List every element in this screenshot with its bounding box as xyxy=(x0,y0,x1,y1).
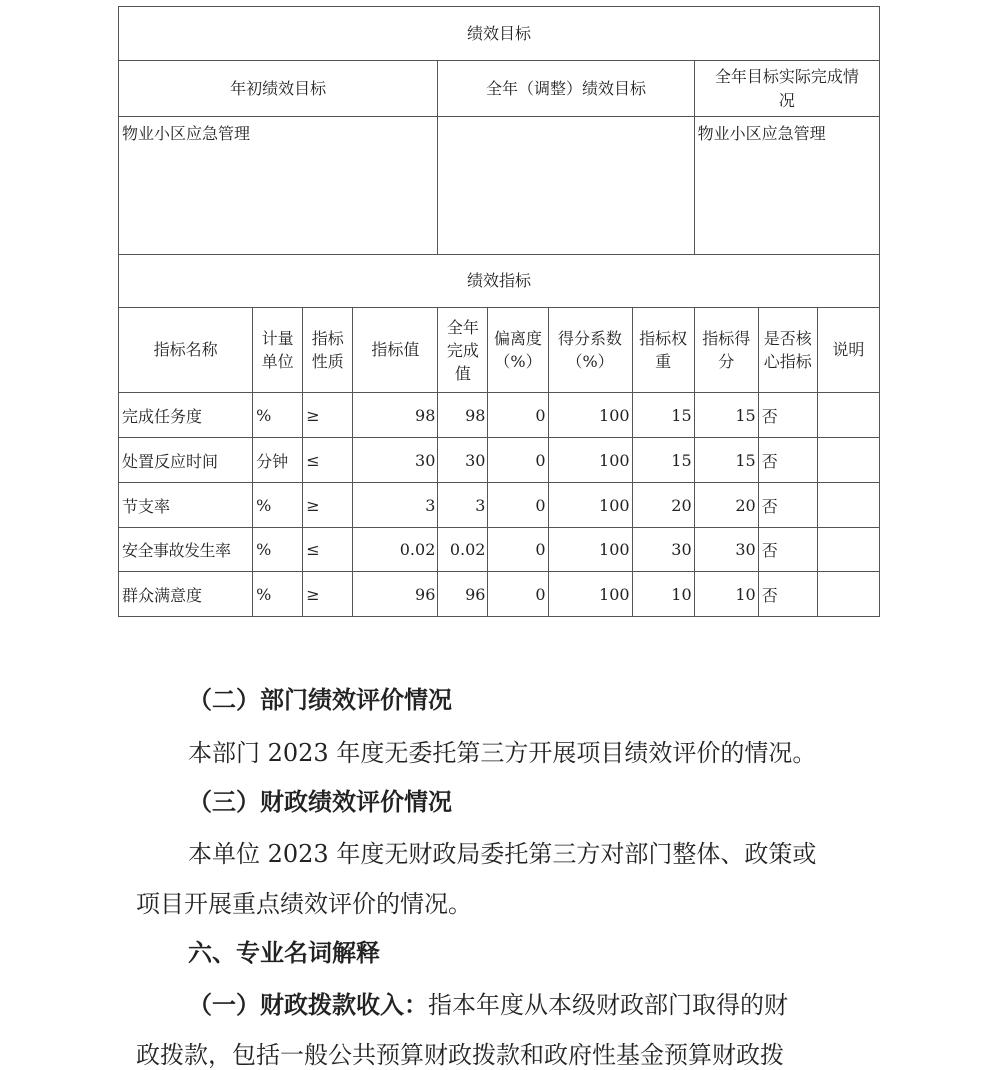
table-row xyxy=(119,438,880,483)
cell-coef: 100 xyxy=(548,483,632,528)
cell-deviation: 0 xyxy=(488,572,548,617)
definition-text: 指本年度从本级财政部门取得的财 xyxy=(428,991,788,1019)
col-score-coef: 得分系数（%） xyxy=(548,308,632,393)
cell-core: 否 xyxy=(758,483,817,528)
col-weight: 指标权重 xyxy=(632,308,694,393)
performance-table xyxy=(118,6,880,617)
paragraph-finance-line1: 本单位 2023 年度无财政局委托第三方对部门整体、政策或 xyxy=(188,840,817,868)
cell-nature: ≥ xyxy=(303,393,353,438)
heading-terms: 六、专业名词解释 xyxy=(188,939,380,967)
goal-col-actual: 全年目标实际完成情况 xyxy=(694,61,879,117)
cell-target: 0.02 xyxy=(353,528,438,572)
col-unit: 计量单位 xyxy=(253,308,303,393)
cell-nature: ≤ xyxy=(303,438,353,483)
table-row xyxy=(119,572,880,617)
cell-target: 98 xyxy=(353,393,438,438)
cell-score: 20 xyxy=(694,483,758,528)
cell-deviation: 0 xyxy=(488,393,548,438)
col-nature: 指标性质 xyxy=(303,308,353,393)
cell-target: 3 xyxy=(353,483,438,528)
cell-actual: 0.02 xyxy=(438,528,488,572)
col-target-value: 指标值 xyxy=(353,308,438,393)
cell-name: 节支率 xyxy=(119,483,253,528)
goal-col-adjusted: 全年（调整）绩效目标 xyxy=(438,61,694,117)
cell-nature: ≤ xyxy=(303,528,353,572)
cell-nature: ≥ xyxy=(303,572,353,617)
cell-actual: 3 xyxy=(438,483,488,528)
cell-score: 15 xyxy=(694,393,758,438)
cell-actual: 96 xyxy=(438,572,488,617)
paragraph-definition-line2: 政拨款，包括一般公共预算财政拨款和政府性基金预算财政拨 xyxy=(136,1041,784,1069)
col-score: 指标得分 xyxy=(694,308,758,393)
table-row xyxy=(119,483,880,528)
cell-nature: ≥ xyxy=(303,483,353,528)
cell-unit: % xyxy=(253,572,303,617)
col-note: 说明 xyxy=(817,308,879,393)
cell-core: 否 xyxy=(758,528,817,572)
cell-note xyxy=(817,393,879,438)
cell-actual: 98 xyxy=(438,393,488,438)
goal-value-adjusted xyxy=(438,117,694,255)
cell-coef: 100 xyxy=(548,528,632,572)
cell-coef: 100 xyxy=(548,393,632,438)
paragraph-finance-line2: 项目开展重点绩效评价的情况。 xyxy=(136,890,472,918)
cell-weight: 10 xyxy=(632,572,694,617)
cell-name: 完成任务度 xyxy=(119,393,253,438)
paragraph-dept-evaluation: 本部门 2023 年度无委托第三方开展项目绩效评价的情况。 xyxy=(188,739,817,767)
heading-finance-evaluation: （三）财政绩效评价情况 xyxy=(188,788,452,816)
cell-note xyxy=(817,528,879,572)
cell-target: 30 xyxy=(353,438,438,483)
cell-coef: 100 xyxy=(548,572,632,617)
cell-unit: % xyxy=(253,483,303,528)
cell-score: 30 xyxy=(694,528,758,572)
cell-name: 安全事故发生率 xyxy=(119,528,253,572)
cell-target: 96 xyxy=(353,572,438,617)
cell-weight: 15 xyxy=(632,393,694,438)
cell-actual: 30 xyxy=(438,438,488,483)
goal-section-header: 绩效目标 xyxy=(119,7,880,61)
col-deviation: 偏离度（%） xyxy=(488,308,548,393)
cell-weight: 30 xyxy=(632,528,694,572)
definition-label: （一）财政拨款收入： xyxy=(188,991,428,1019)
heading-dept-evaluation: （二）部门绩效评价情况 xyxy=(188,686,452,714)
goal-col-initial: 年初绩效目标 xyxy=(119,61,438,117)
col-indicator-name: 指标名称 xyxy=(119,308,253,393)
col-is-core: 是否核心指标 xyxy=(758,308,817,393)
cell-score: 15 xyxy=(694,438,758,483)
cell-name: 群众满意度 xyxy=(119,572,253,617)
cell-deviation: 0 xyxy=(488,528,548,572)
cell-coef: 100 xyxy=(548,438,632,483)
cell-note xyxy=(817,572,879,617)
cell-note xyxy=(817,438,879,483)
goal-value-actual: 物业小区应急管理 xyxy=(694,117,879,255)
table-row xyxy=(119,393,880,438)
cell-note xyxy=(817,483,879,528)
cell-core: 否 xyxy=(758,572,817,617)
col-actual-value: 全年完成值 xyxy=(438,308,488,393)
cell-core: 否 xyxy=(758,438,817,483)
paragraph-definition-line1 xyxy=(188,985,788,1020)
cell-unit: 分钟 xyxy=(253,438,303,483)
goal-value-initial: 物业小区应急管理 xyxy=(119,117,438,255)
cell-core: 否 xyxy=(758,393,817,438)
cell-score: 10 xyxy=(694,572,758,617)
cell-deviation: 0 xyxy=(488,438,548,483)
cell-weight: 20 xyxy=(632,483,694,528)
table-row xyxy=(119,528,880,572)
cell-unit: % xyxy=(253,393,303,438)
cell-name: 处置反应时间 xyxy=(119,438,253,483)
cell-unit: % xyxy=(253,528,303,572)
cell-weight: 15 xyxy=(632,438,694,483)
cell-deviation: 0 xyxy=(488,483,548,528)
indicator-section-header: 绩效指标 xyxy=(119,255,880,308)
